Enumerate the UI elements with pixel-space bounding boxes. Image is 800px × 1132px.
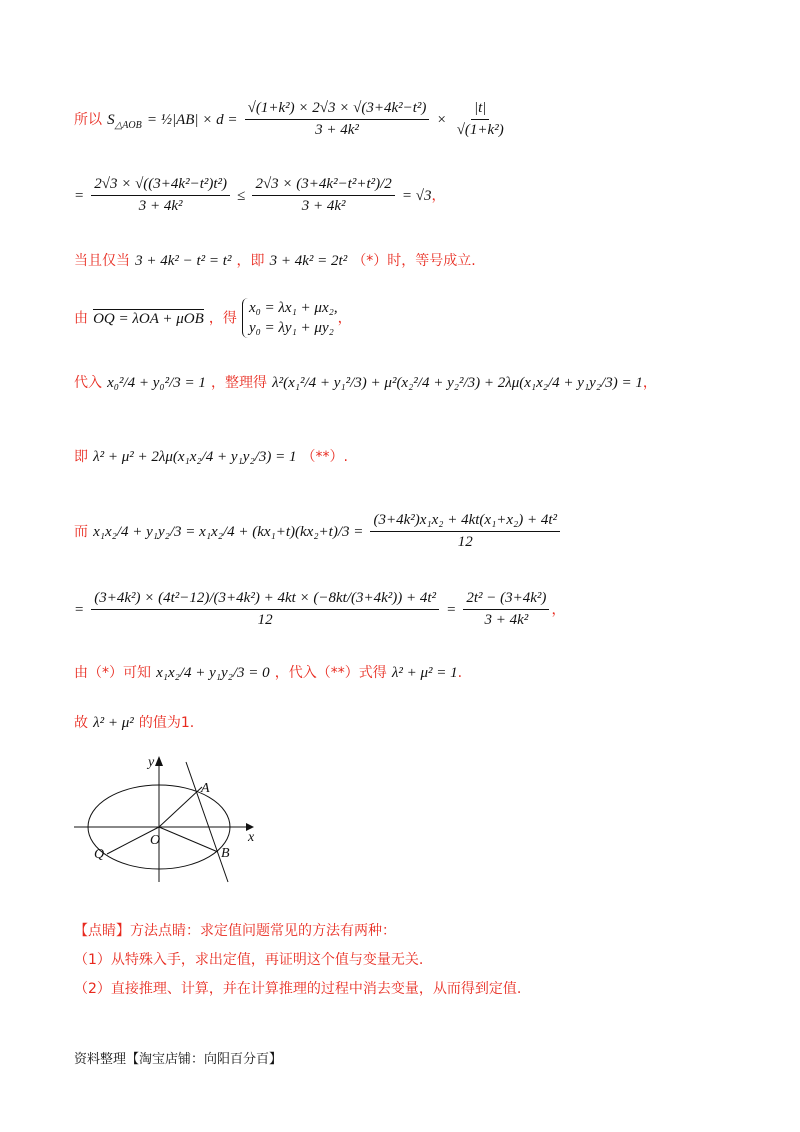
math-answer-expr: λ² + μ²: [93, 715, 134, 731]
math-half-ab-d: = ½|AB| × d =: [146, 112, 238, 128]
fraction-ineq-left-den: 3 + 4k²: [138, 198, 183, 214]
label-y: y: [148, 755, 155, 770]
line-compute: [74, 512, 562, 551]
punct-comma-3: ，: [642, 375, 657, 391]
fraction-result-den: 3 + 4k²: [484, 612, 529, 628]
line-double-star: [74, 446, 348, 466]
text-ji: ，即: [236, 253, 265, 269]
fraction-ineq-left: [91, 176, 230, 215]
math-s-sub: △AOB: [114, 120, 142, 131]
fraction-distance: [454, 100, 507, 139]
ellipse-figure: [70, 750, 270, 890]
punct-period: .: [457, 665, 463, 681]
text-dangqie: 当且仅当: [74, 253, 130, 269]
fraction-compute-den: 12: [457, 534, 473, 550]
math-ellipse-q: x₀²/4 + y₀²/3 = 1: [107, 375, 206, 391]
math-system-eq1: x₀ = λx₁ + μx₂,: [248, 300, 338, 316]
fraction-ineq-left-num: 2√3 × √((3+4k²−t²)t²): [91, 176, 230, 196]
fraction-ineq-right: [252, 176, 394, 215]
math-vector-eq: OQ = λOA + μOB: [93, 310, 204, 327]
punct-comma: ，: [431, 188, 446, 204]
math-lambda-mu: λ² + μ² + 2λμ(x₁x₂/4 + y₁y₂/3) = 1: [93, 449, 297, 465]
math-system: [242, 298, 338, 338]
text-star-condition: （*）时，等号成立.: [352, 253, 476, 269]
text-suoyi: 所以: [74, 112, 102, 128]
math-equals-2: =: [74, 602, 85, 618]
label-a: A: [201, 781, 210, 796]
math-compute-lhs: x₁x₂/4 + y₁y₂/3 = x₁x₂/4 + (kx₁+t)(kx₂+t)/3 =: [93, 524, 364, 540]
math-times: ×: [436, 112, 447, 128]
tips-title: 【点睛】: [74, 923, 130, 939]
punct-comma-4: ，: [551, 602, 566, 618]
y-axis-arrow: [155, 756, 163, 766]
math-equals-3: =: [446, 602, 457, 618]
fraction-compute-num: (3+4k²)x₁x₂ + 4kt(x₁+x₂) + 4t²: [370, 512, 560, 532]
label-o: O: [150, 833, 161, 848]
text-dairu-shi: ，代入（**）式得: [274, 665, 387, 681]
fraction-distance-den: √(1+k²): [456, 122, 504, 138]
math-equals: =: [74, 188, 85, 204]
text-double-star: （**）.: [301, 449, 348, 465]
math-sum-one: λ² + μ² = 1: [391, 665, 458, 681]
line-area-formula: [74, 100, 509, 139]
label-b: B: [221, 846, 230, 861]
fraction-result-num: 2t² − (3+4k²): [463, 590, 549, 610]
tips-title-line: [74, 920, 396, 940]
math-zero: x₁x₂/4 + y₁y₂/3 = 0: [156, 665, 270, 681]
segment-ob: [159, 827, 218, 852]
fraction-simplify: [91, 590, 439, 629]
text-er: 而: [74, 524, 88, 540]
tips-intro: 方法点睛：求定值问题常见的方法有两种：: [130, 923, 396, 939]
fraction-simplify-den: 12: [257, 612, 273, 628]
label-x: x: [248, 830, 255, 845]
fraction-result: [463, 590, 549, 629]
line-answer: [74, 712, 194, 732]
fraction-compute: [370, 512, 560, 551]
text-you: 由: [74, 310, 88, 327]
punct-comma-2: ，: [337, 310, 352, 327]
text-value-is-1: 的值为1.: [138, 715, 195, 731]
fraction-area: [245, 100, 430, 139]
line-simplify: [74, 590, 565, 629]
math-s-label: [107, 112, 142, 131]
text-dairu: 代入: [74, 375, 102, 391]
footer-source: 资料整理【淘宝店铺：向阳百分百】: [74, 1052, 283, 1067]
fraction-area-den: 3 + 4k²: [315, 122, 359, 138]
math-expanded: λ²(x₁²/4 + y₁²/3) + μ²(x₂²/4 + y₂²/3) + 2λμ(x₁x₂/4 + y₁y₂/3) = 1: [272, 375, 643, 391]
fraction-simplify-num: (3+4k²) × (4t²−12)/(3+4k²) + 4kt × (−8kt/(3+4k²)) + 4t²: [91, 590, 439, 610]
math-s: S: [107, 112, 115, 128]
label-q: Q: [94, 847, 105, 862]
math-system-eq2: y₀ = λy₁ + μy₂: [248, 320, 334, 336]
fraction-distance-num: |t|: [471, 100, 489, 120]
text-ji-2: 即: [74, 449, 88, 465]
tips-item-1: （1）从特殊入手，求出定值，再证明这个值与变量无关.: [74, 952, 424, 968]
math-cond2: 3 + 4k² = 2t²: [269, 253, 348, 269]
text-gu: 故: [74, 715, 88, 731]
math-leq: ≤: [237, 188, 246, 204]
line-inequality: [74, 176, 446, 215]
text-zhengli: ，整理得: [211, 375, 268, 391]
line-conclude: [74, 662, 462, 682]
math-cond1: 3 + 4k² − t² = t²: [135, 253, 232, 269]
fraction-ineq-right-den: 3 + 4k²: [301, 198, 346, 214]
text-de: ，得: [208, 310, 237, 327]
line-substitute: [74, 372, 657, 392]
segment-oa: [159, 787, 202, 827]
text-youke: 由（*）可知: [74, 665, 151, 681]
line-vector: [74, 298, 352, 338]
math-sqrt3: = √3: [401, 188, 432, 204]
line-equality-condition: [74, 250, 476, 270]
tips-item-2: （2）直接推理、计算，并在计算推理的过程中消去变量，从而得到定值.: [74, 981, 522, 997]
fraction-area-num: √(1+k²) × 2√3 × √(3+4k²−t²): [245, 100, 430, 120]
fraction-ineq-right-num: 2√3 × (3+4k²−t²+t²)/2: [252, 176, 394, 196]
